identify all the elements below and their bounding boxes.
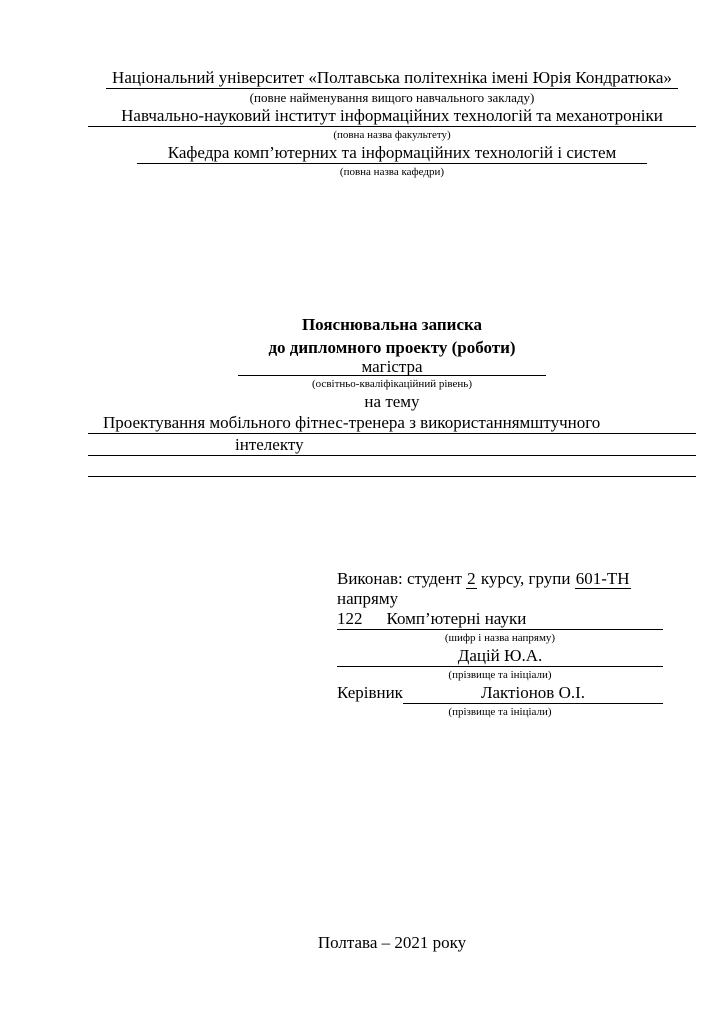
university-name: Національний університет «Полтавська політехніка імені Юрія Кондратюка» [106, 68, 678, 89]
specialty-name-value: Комп’ютерні науки [386, 609, 527, 628]
student-name-caption: (прізвище та ініціали) [448, 669, 552, 681]
supervisor-name-field: Лактіонов О.І. [403, 683, 663, 704]
department-caption: (повна назва кафедри) [339, 166, 445, 178]
supervisor-label: Керівник [337, 683, 403, 702]
theme-line-1: Проектування мобільного фітнес-тренера з використаннямштучного [88, 412, 696, 434]
theme-label: на тему [364, 392, 420, 411]
degree-field: магістра [238, 359, 546, 376]
student-name-field: Дацій Ю.А. [337, 646, 663, 667]
institute-caption: (повна назва факультету) [333, 129, 451, 141]
city-year-line: Полтава – 2021 року [317, 933, 467, 952]
header-block [88, 68, 696, 180]
performed-line [337, 569, 663, 589]
supervisor-caption: (прізвище та ініціали) [448, 706, 552, 718]
supervisor-line [337, 683, 663, 704]
course-value: 2 [467, 569, 476, 588]
specialty-caption: (шифр і назва напряму) [444, 632, 556, 644]
executor-block [337, 569, 663, 720]
institute-name: Навчально-науковий інститут інформаційних технологій та механотроніки [88, 106, 696, 127]
doc-type-subtitle: до дипломного проекту (роботи) [268, 338, 516, 357]
course-suffix: курсу, групи [480, 569, 571, 588]
theme-line-2: інтелекту [88, 434, 696, 456]
direction-label: напряму [337, 589, 399, 608]
theme-line-empty [88, 456, 696, 477]
performed-label: Виконав: студент [337, 569, 462, 588]
department-name: Кафедра комп’ютерних та інформаційних технологій і систем [137, 143, 647, 164]
specialty-code-value: 122 [337, 609, 363, 628]
degree-caption: (освітньо-кваліфікаційний рівень) [312, 378, 472, 390]
doc-type-title: Пояснювальна записка [301, 315, 483, 334]
title-block [88, 313, 696, 412]
theme-block [88, 412, 696, 477]
university-caption: (повне найменування вищого навчального закладу) [249, 90, 535, 105]
group-value: 601-ТН [575, 569, 630, 588]
specialty-field [337, 609, 663, 630]
